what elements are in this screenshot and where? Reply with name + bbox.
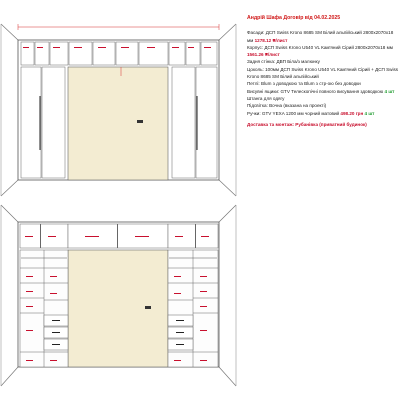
spec-line-part: Корпус: ДСП Swiss Krono U540 VL Кам'яний Сірий 2800х2070х18 мм (247, 44, 393, 50)
right-column-interior (168, 250, 218, 367)
spec-line-part: Задня стінка: ДВП Біла/з малюнку (247, 59, 320, 65)
central-opening-bottom (68, 250, 168, 367)
right-drawers (168, 315, 193, 350)
spec-line-part: 4 шт (384, 88, 395, 94)
spec-line-part: 4 шт (364, 110, 375, 116)
spec-line-part: 1278.12 ₴/лист (254, 37, 288, 43)
spec-line (247, 58, 399, 65)
left-door-1-top (21, 67, 41, 178)
mezzanine-doors-top (21, 42, 217, 65)
spec-line-part: 498.20 грн (340, 110, 364, 116)
right-door-1-top (172, 67, 195, 178)
elevation-open (1, 205, 236, 386)
left-column-interior (20, 250, 68, 367)
spec-line (247, 88, 399, 95)
spec-line-part: Цоколь: 100мм ДСП Swiss Krono U540 VL Кам'яний Сірий + ДСП Swiss Krono 8685 SM Білий альпійський (247, 66, 399, 80)
spec-line-part: Петлі: Blum з доводкою та Blum з стр-ою без доводки (247, 81, 361, 87)
spec-line (247, 95, 399, 102)
spec-line (247, 110, 399, 117)
spec-line (247, 66, 399, 81)
spec-line-part: 1561.26 ₴/лист (247, 52, 280, 58)
spec-line-part: Штанга для одягу (247, 95, 285, 101)
central-opening-top (68, 67, 168, 180)
spec-line-part: Ручки: GTV YEXA 1200 мм чорний матовий (247, 110, 341, 116)
left-door-2-top (42, 67, 65, 178)
right-door-2-top (196, 67, 217, 178)
spec-title: Андрій Шафа Договір від 04.02.2025 (247, 15, 341, 21)
left-drawers (44, 315, 68, 350)
mezzanine-open-bottom (20, 224, 218, 248)
specification-panel (247, 15, 399, 128)
elevation-closed (1, 24, 236, 196)
spec-line (247, 29, 399, 44)
spec-lines (247, 29, 399, 117)
wall-socket-bottom (145, 306, 151, 309)
spec-line (247, 102, 399, 109)
spec-line-part: Підсвітка: Вочна (вказана на проекті) (247, 103, 327, 109)
spec-line (247, 44, 399, 59)
wall-socket-top (137, 120, 143, 123)
spec-line-part: Фасади: ДСП Swiss Krono 8685 SM Білий альпійський 2800х2070х18 мм (247, 30, 394, 43)
delivery-line: Доставка та монтаж: Рубанівка (приватний будинок) (247, 121, 367, 127)
spec-line (247, 80, 399, 87)
spec-line-part: Висувні ящики: GTV Телескопічні повного висування здоводкою (247, 88, 385, 94)
